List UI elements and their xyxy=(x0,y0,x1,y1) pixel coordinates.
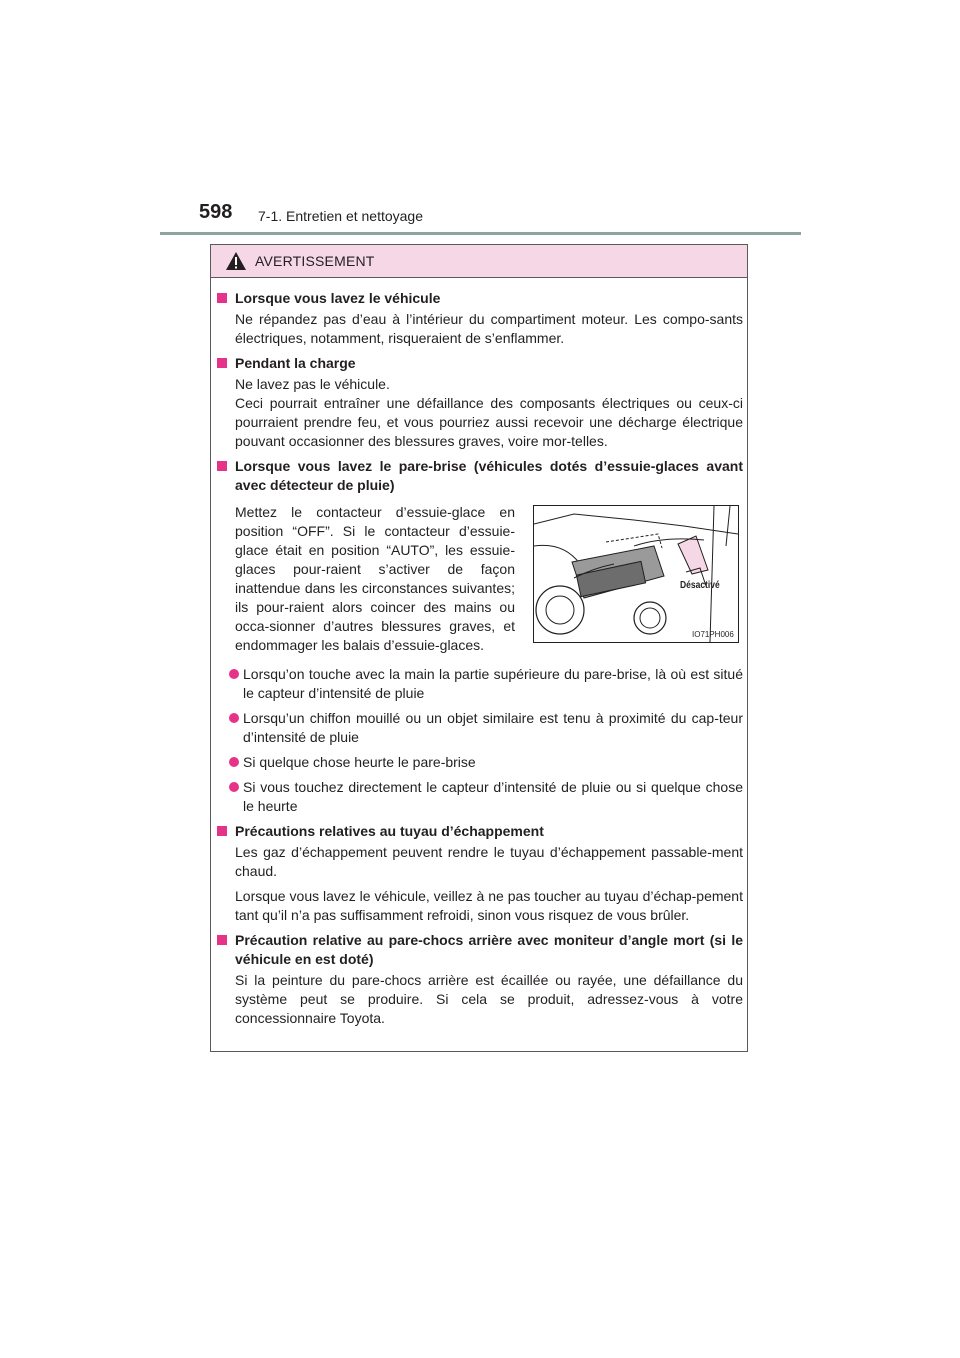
list-item: Si vous touchez directement le capteur d’intensité de pluie ou si quelque chose le heurte xyxy=(217,778,743,816)
header-rule xyxy=(160,232,801,235)
list-item: Si quelque chose heurte le pare-brise xyxy=(217,753,743,772)
square-bullet-icon xyxy=(217,461,227,471)
paragraph: Ceci pourrait entraîner une défaillance des composants électriques ou ceux-ci pourraient prendre feu, et vous pourriez aussi recevoir une décharge électrique pouvant occasionner des blessures graves, voire mor-telles. xyxy=(235,395,743,449)
list-item: Lorsqu’un chiffon mouillé ou un objet similaire est tenu à proximité du cap-teur d’intensité de pluie xyxy=(217,709,743,747)
square-bullet-icon xyxy=(217,935,227,945)
paragraph: Ne lavez pas le véhicule. xyxy=(235,376,390,392)
circle-bullet-icon xyxy=(229,669,239,679)
warning-label: AVERTISSEMENT xyxy=(255,253,375,269)
square-bullet-icon xyxy=(217,826,227,836)
section-title: 7-1. Entretien et nettoyage xyxy=(258,208,423,224)
section-heading: Lorsque vous lavez le pare-brise (véhicules dotés d’essuie-glaces avant avec détecteur de pluie) xyxy=(217,457,743,495)
square-bullet-icon xyxy=(217,293,227,303)
section-exhaust xyxy=(217,822,743,925)
figure-text: Mettez le contacteur d’essuie-glace en position “OFF”. Si le contacteur d’essuie-glace était en position “AUTO”, les essuie-glaces pour-raient s’activer de façon inattendue dans les circonstances suivantes; ils pour-raient alors coincer des mains ou occa-sionner d’autres blessures graves, et endommager les balais d’essuie-glaces. xyxy=(235,504,515,653)
warning-header xyxy=(211,245,747,278)
paragraph: Lorsque vous lavez le véhicule, veillez à ne pas toucher au tuyau d’échap-pement tant qu’il n’a pas suffisamment refroidi, sinon vous risquez de vous brûler. xyxy=(235,888,743,923)
section-charging xyxy=(217,354,743,451)
figure-code: IO71PH006 xyxy=(692,630,734,639)
warning-box xyxy=(210,244,748,1052)
paragraph: Ne répandez pas d’eau à l’intérieur du compartiment moteur. Les compo-sants électriques, notamment, risqueraient de s’enflammer. xyxy=(235,311,743,346)
wiper-switch-illustration xyxy=(534,506,738,642)
page-number: 598 xyxy=(199,201,233,223)
section-heading: Lorsque vous lavez le véhicule xyxy=(217,289,743,308)
circle-bullet-icon xyxy=(229,757,239,767)
figure-row xyxy=(217,503,743,655)
section-heading: Pendant la charge xyxy=(217,354,743,373)
warning-content xyxy=(217,289,743,1034)
paragraph: Si la peinture du pare-chocs arrière est écaillée ou rayée, une défaillance du système peut se produire. Si cela se produit, adressez-vous à votre concessionnaire Toyota. xyxy=(235,972,743,1026)
circle-bullet-icon xyxy=(229,782,239,792)
figure-label: Désactivé xyxy=(680,580,720,591)
circle-bullet-icon xyxy=(229,713,239,723)
section-heading: Précaution relative au pare-chocs arrière avec moniteur d’angle mort (si le véhicule en est doté) xyxy=(217,931,743,969)
list-item: Lorsqu’on touche avec la main la partie supérieure du pare-brise, là où est situé le capteur d’intensité de pluie xyxy=(217,665,743,703)
paragraph: Les gaz d’échappement peuvent rendre le tuyau d’échappement passable-ment chaud. xyxy=(235,844,743,879)
section-windshield xyxy=(217,457,743,816)
section-bumper xyxy=(217,931,743,1028)
wiper-switch-figure xyxy=(533,505,739,643)
warning-triangle-icon xyxy=(225,251,247,271)
section-heading: Précautions relatives au tuyau d’échappement xyxy=(217,822,743,841)
square-bullet-icon xyxy=(217,358,227,368)
section-washing xyxy=(217,289,743,348)
